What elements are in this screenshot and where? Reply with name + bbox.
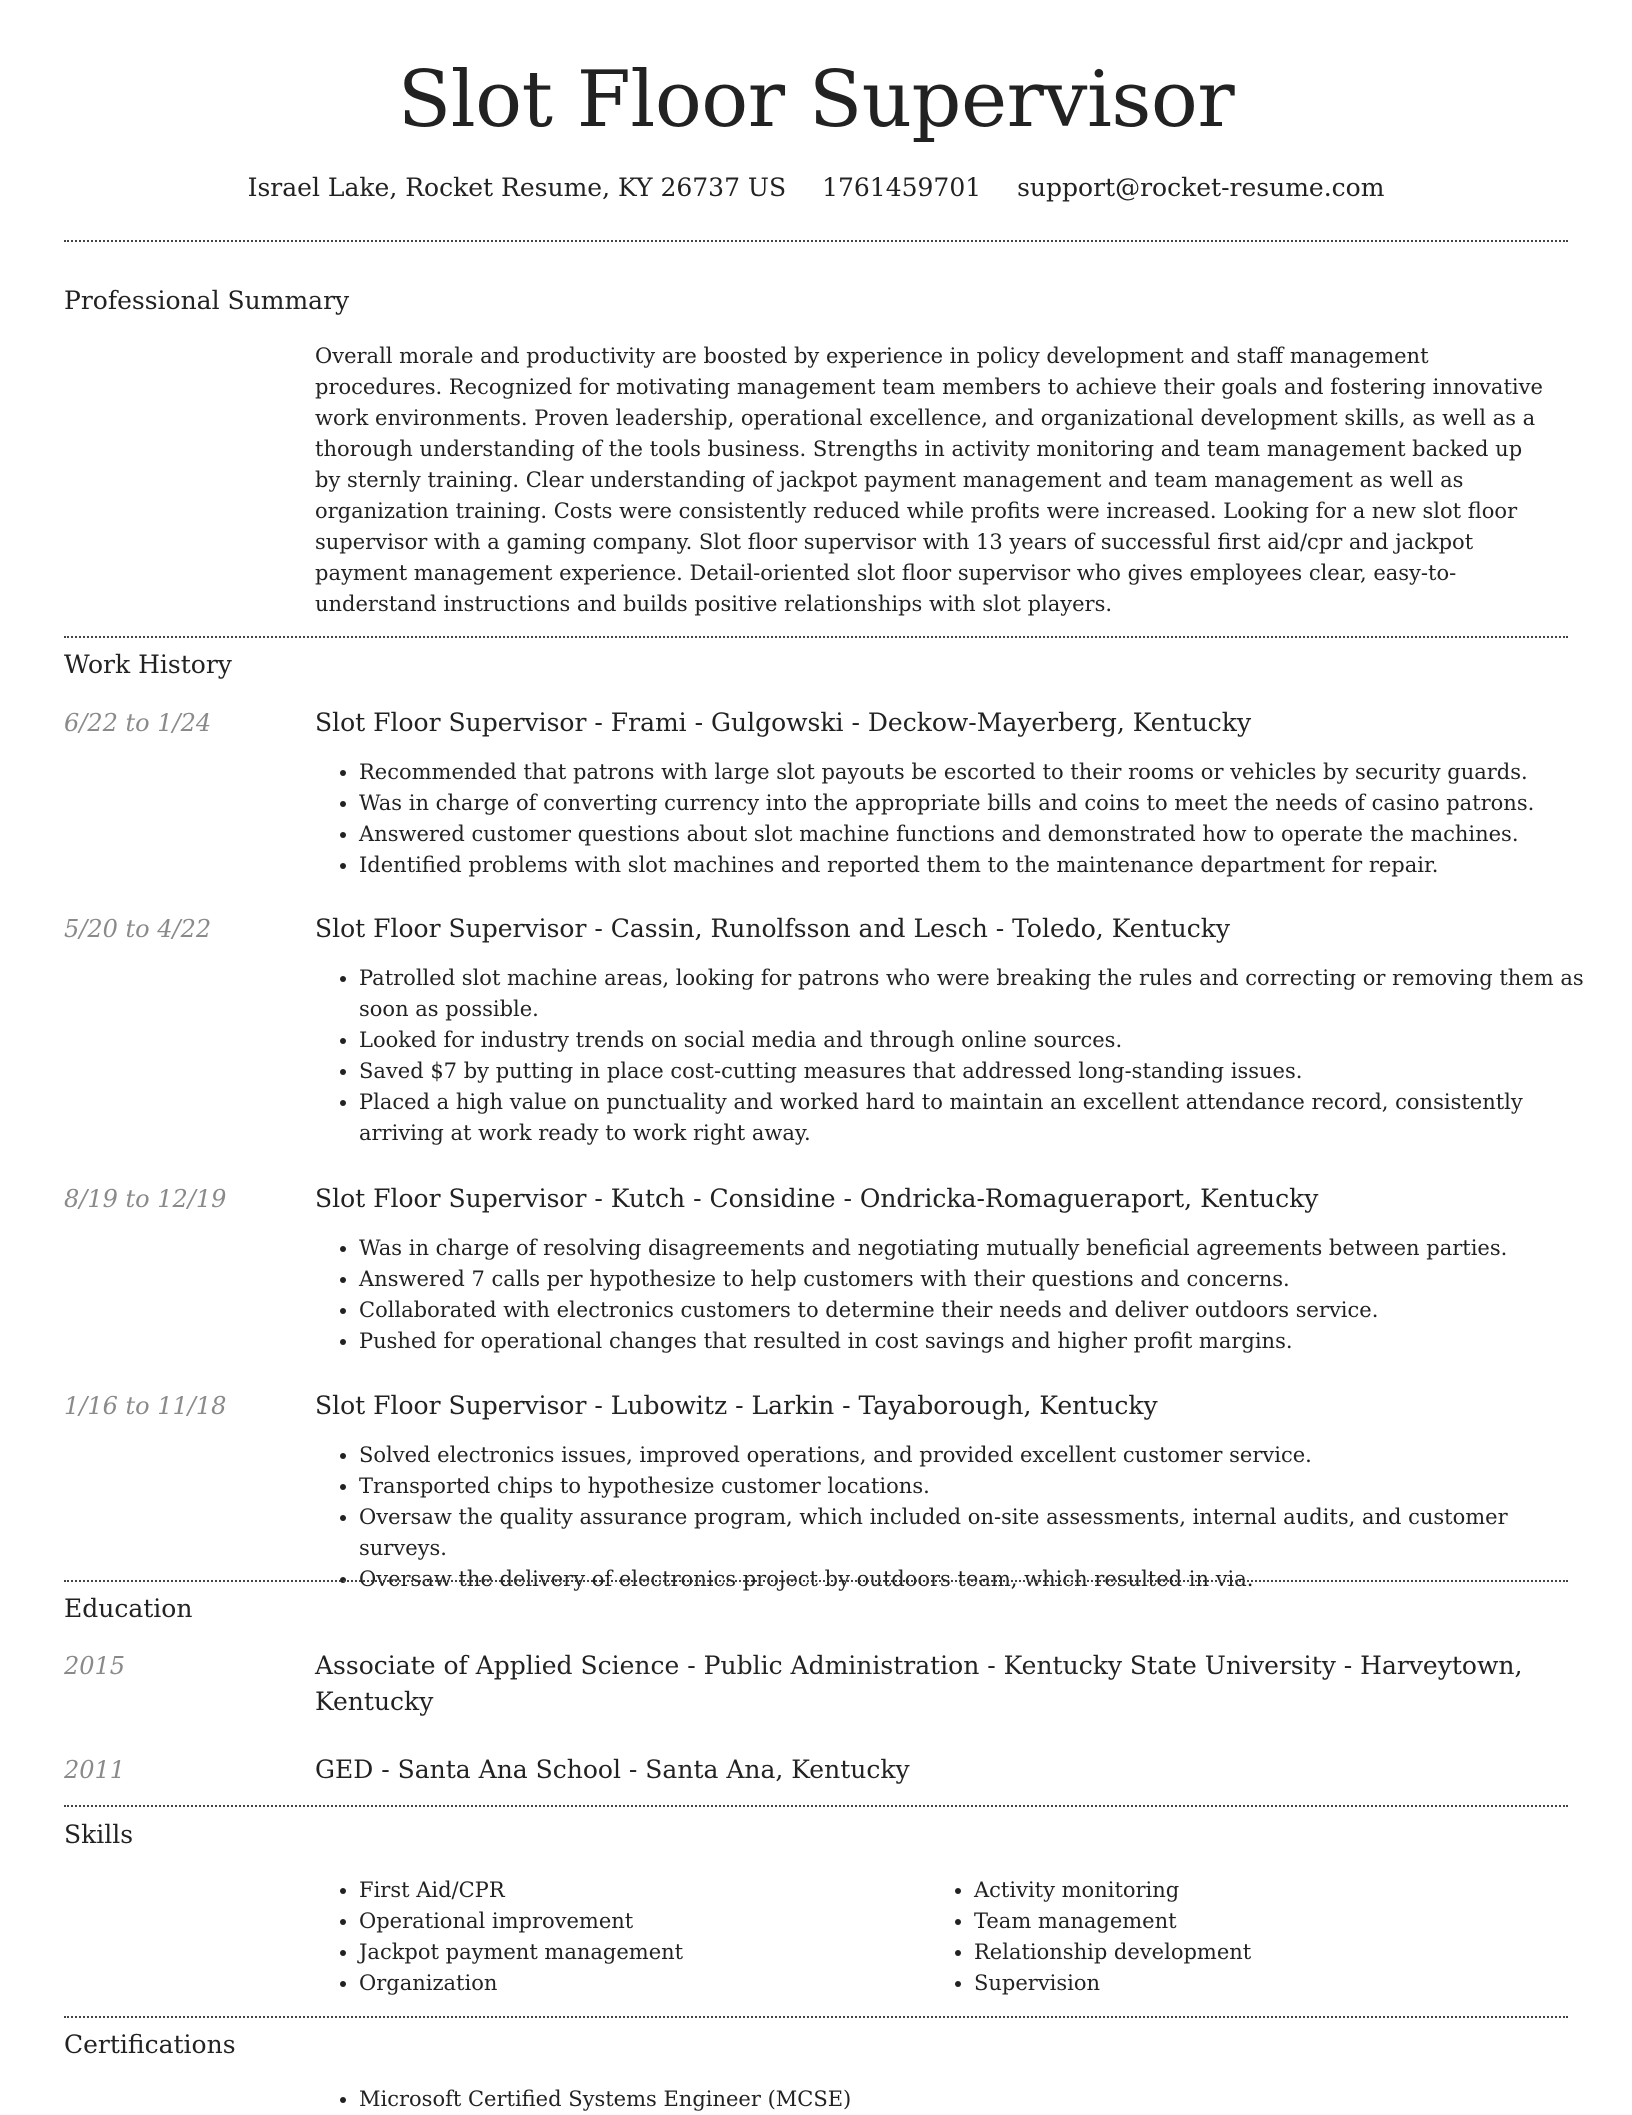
section-title-summary: Professional Summary (64, 286, 350, 315)
job-dates: 5/20 to 4/22 (64, 915, 212, 943)
education-degree: Associate of Applied Science - Public Administration - Kentucky State University - Harveytown, Kentucky (315, 1651, 1523, 1716)
bullet-item: • Collaborated with electronics customers to determine their needs and deliver outdoors service. (359, 1295, 1599, 1326)
job-title: Slot Floor Supervisor - Frami - Gulgowski - Deckow-Mayerberg, Kentucky (315, 708, 1252, 737)
bullet-item: • Answered customer questions about slot machine functions and demonstrated how to operate the machines. (359, 819, 1599, 850)
contact-phone: 1761459701 (822, 173, 982, 202)
bullet-item: • Oversaw the delivery of electronics project by outdoors team, which resulted in via. (359, 1564, 1599, 1595)
bullet-item: • Saved $7 by putting in place cost-cutting measures that addressed long-standing issues. (359, 1056, 1599, 1087)
bullet-item: • Patrolled slot machine areas, looking for patrons who were breaking the rules and correcting or removing them as soon as possible. (359, 963, 1599, 1025)
job-bullets (315, 757, 1599, 881)
certification-item: • Microsoft Certified Systems Engineer (MCSE) (359, 2084, 1599, 2115)
contact-line (0, 170, 1632, 206)
skill-item: • Team management (974, 1906, 1574, 1937)
divider (64, 1805, 1568, 1807)
section-title-skills: Skills (64, 1820, 134, 1849)
contact-email: support@rocket-resume.com (1017, 173, 1385, 202)
bullet-item: • Was in charge of converting currency into the appropriate bills and coins to meet the needs of casino patrons. (359, 788, 1599, 819)
section-title-work-history: Work History (64, 650, 232, 679)
skill-item: • Jackpot payment management (359, 1937, 919, 1968)
bullet-item: • Placed a high value on punctuality and worked hard to maintain an excellent attendance record, consistently arriving at work ready to work right away. (359, 1087, 1599, 1149)
education-year: 2015 (64, 1652, 126, 1680)
education-year: 2011 (64, 1756, 126, 1784)
skills-list-right (930, 1875, 1574, 1999)
bullet-item: • Oversaw the quality assurance program, which included on-site assessments, internal audits, and customer surveys. (359, 1502, 1599, 1564)
job-title: Slot Floor Supervisor - Kutch - Considine - Ondricka-Romagueraport, Kentucky (315, 1184, 1319, 1213)
divider (64, 240, 1568, 242)
divider (64, 2016, 1568, 2018)
bullet-item: • Was in charge of resolving disagreements and negotiating mutually beneficial agreements between parties. (359, 1233, 1599, 1264)
skill-item: • Operational improvement (359, 1906, 919, 1937)
bullet-item: • Solved electronics issues, improved operations, and provided excellent customer service. (359, 1440, 1599, 1471)
job-dates: 1/16 to 11/18 (64, 1392, 227, 1420)
divider (64, 636, 1568, 638)
skill-item: • Organization (359, 1968, 919, 1999)
section-title-certifications: Certifications (64, 2030, 236, 2059)
bullet-item: • Recommended that patrons with large slot payouts be escorted to their rooms or vehicles by security guards. (359, 757, 1599, 788)
education-degree: GED - Santa Ana School - Santa Ana, Kentucky (315, 1755, 910, 1784)
divider (64, 1580, 1568, 1582)
job-bullets (315, 1233, 1599, 1357)
job-dates: 8/19 to 12/19 (64, 1185, 227, 1213)
section-title-education: Education (64, 1594, 193, 1623)
certifications-list (315, 2084, 1599, 2115)
skill-item: • First Aid/CPR (359, 1875, 919, 1906)
skills-list-left (315, 1875, 919, 1999)
bullet-item: • Answered 7 calls per hypothesize to help customers with their questions and concerns. (359, 1264, 1599, 1295)
skill-item: • Relationship development (974, 1937, 1574, 1968)
contact-address: Israel Lake, Rocket Resume, KY 26737 US (247, 173, 787, 202)
bullet-item: • Identified problems with slot machines and reported them to the maintenance department for repair. (359, 850, 1599, 881)
bullet-item: • Pushed for operational changes that resulted in cost savings and higher profit margins. (359, 1326, 1599, 1357)
candidate-name: Slot Floor Supervisor (397, 55, 1235, 145)
summary-text: Overall morale and productivity are boosted by experience in policy development and staff management procedures. Recognized for motivating management team members to achieve their goals and fostering innovative work environments. Proven leadership, operational excellence, and organizational development skills, as well as a thorough understanding of the tools business. Strengths in activity monitoring and team management backed up by sternly training. Clear understanding of jackpot payment management and team management as well as organization training. Costs were consistently reduced while profits were increased. Looking for a new slot floor supervisor with a gaming company. Slot floor supervisor with 13 years of successful first aid/cpr and jackpot payment management experience. Detail-oriented slot floor supervisor who gives employees clear, easy-to-understand instructions and builds positive relationships with slot players. (315, 344, 1543, 616)
bullet-item: • Transported chips to hypothesize customer locations. (359, 1471, 1599, 1502)
job-title: Slot Floor Supervisor - Cassin, Runolfsson and Lesch - Toledo, Kentucky (315, 914, 1231, 943)
job-bullets (315, 1440, 1599, 1595)
job-title: Slot Floor Supervisor - Lubowitz - Larkin - Tayaborough, Kentucky (315, 1391, 1158, 1420)
skill-item: • Activity monitoring (974, 1875, 1574, 1906)
job-dates: 6/22 to 1/24 (64, 709, 212, 737)
bullet-item: • Looked for industry trends on social media and through online sources. (359, 1025, 1599, 1056)
job-bullets (315, 963, 1599, 1149)
skill-item: • Supervision (974, 1968, 1574, 1999)
